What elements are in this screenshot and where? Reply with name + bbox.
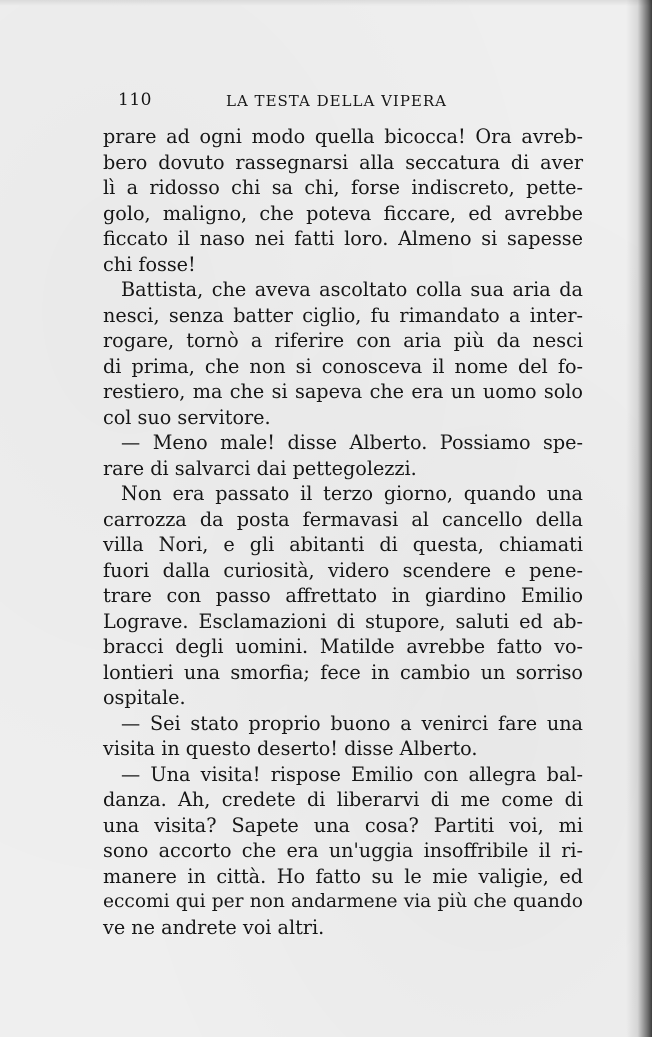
text-line: ve ne andrete voi altri. <box>103 915 325 939</box>
page-number: 110 <box>118 90 152 110</box>
text-line: Lograve. Esclamazioni di stupore, saluti ed ab- <box>103 609 583 633</box>
running-title: LA TESTA DELLA VIPERA <box>226 92 448 110</box>
text-line: Non era passato il terzo giorno, quando una <box>121 482 583 505</box>
text-line: golo, maligno, che poteva ficcare, ed avrebbe <box>103 201 583 225</box>
text-line: manere in città. Ho fatto su le mie valigie, ed <box>103 864 583 888</box>
text-line: villa Nori, e gli abitanti di questa, chiamati <box>103 533 583 556</box>
text-line: bero dovuto rassegnarsi alla seccatura di aver <box>103 150 583 174</box>
page-header <box>118 90 578 116</box>
text-line: lì a ridosso chi sa chi, forse indiscreto, pette- <box>103 176 583 199</box>
text-line: fuori dalla curiosità, videro scendere e pene- <box>103 558 583 582</box>
text-line: prare ad ogni modo quella bicocca! Ora avreb- <box>103 125 583 148</box>
text-line: restiero, ma che si sapeva che era un uomo solo <box>103 380 583 403</box>
text-line: danza. Ah, credete di liberarvi di me come di <box>103 788 583 811</box>
text-line: rare di salvarci dai pettegolezzi. <box>103 456 417 480</box>
text-line: chi fosse! <box>103 252 196 276</box>
text-line: — Sei stato proprio buono a venirci fare una <box>121 711 583 735</box>
text-line: — Una visita! rispose Emilio con allegra bal- <box>121 762 583 786</box>
body-text <box>103 124 583 940</box>
text-line: Battista, che aveva ascoltato colla sua aria da <box>121 278 583 301</box>
text-line: ospitale. <box>103 686 186 709</box>
text-line: una visita? Sapete una cosa? Partiti voi, mi <box>103 813 583 837</box>
text-line: eccomi qui per non andarmene via più che quando <box>103 891 583 912</box>
text-line: trare con passo affrettato in giardino Emilio <box>103 584 583 607</box>
text-line: — Meno male! disse Alberto. Possiamo spe- <box>121 431 583 454</box>
text-line: lontieri una smorfia; fece in cambio un sorriso <box>103 660 583 684</box>
page-top-edge <box>0 0 652 6</box>
text-line: di prima, che non si conosceva il nome del fo- <box>103 354 583 378</box>
text-line: nesci, senza batter ciglio, fu rimandato a inter- <box>103 303 583 327</box>
text-line: ficcato il naso nei fatti loro. Almeno si sapesse <box>103 227 583 250</box>
text-line: rogare, tornò a riferire con aria più da nesci <box>103 329 583 352</box>
spine-shadow <box>626 0 652 1037</box>
text-line: carrozza da posta fermavasi al cancello della <box>103 507 583 531</box>
text-line: visita in questo deserto! disse Alberto. <box>103 737 478 760</box>
text-line: bracci degli uomini. Matilde avrebbe fatto vo- <box>103 635 583 658</box>
text-line: sono accorto che era un'uggia insoffribile il ri- <box>103 839 583 862</box>
text-line: col suo servitore. <box>103 405 271 429</box>
